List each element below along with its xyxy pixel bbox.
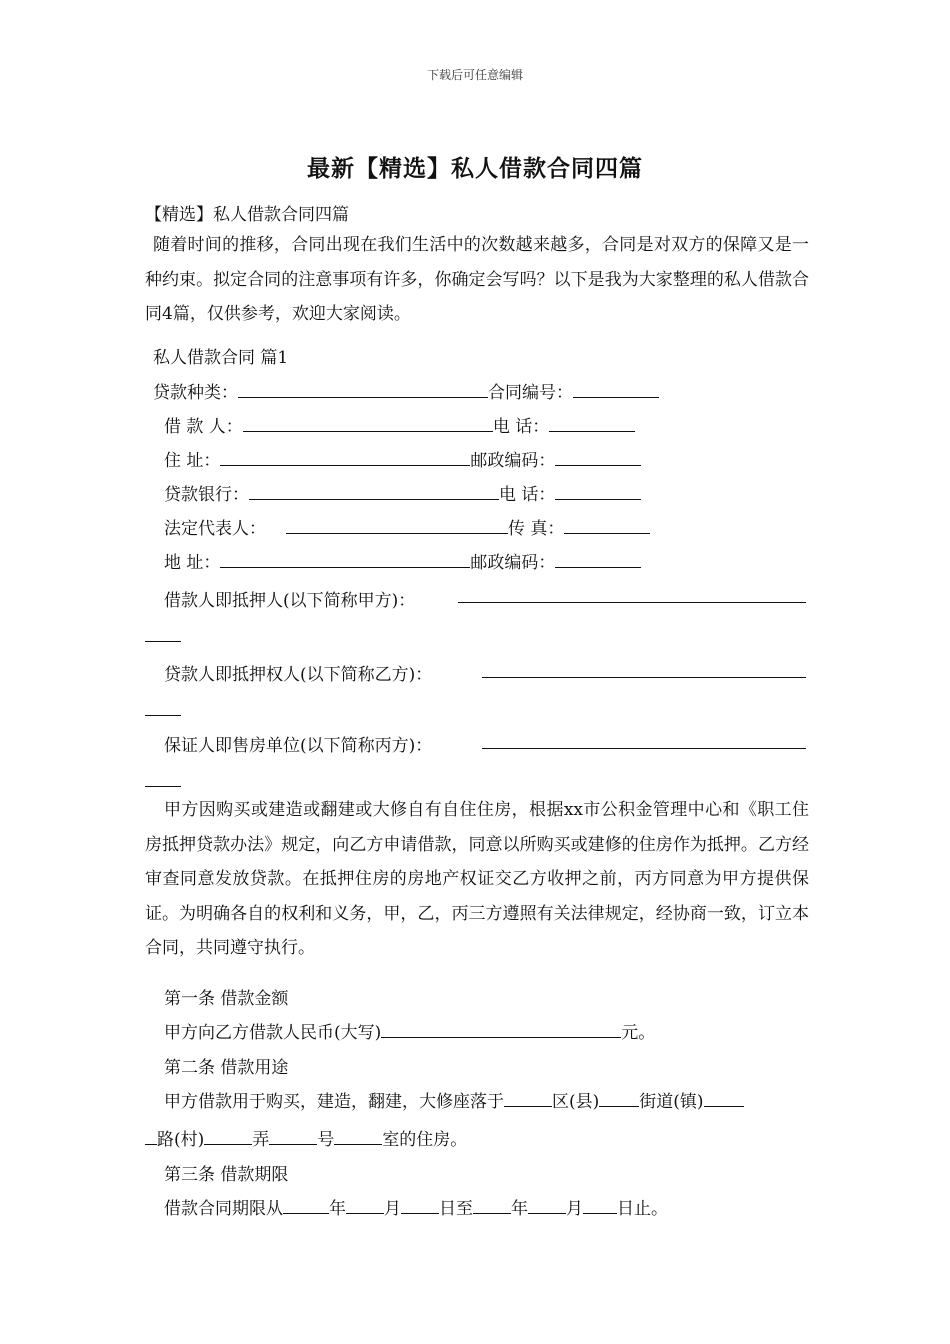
article2-title: 第二条 借款用途 — [164, 1058, 289, 1078]
party-c-label: 保证人即售房单位(以下简称丙方)： — [164, 736, 433, 756]
borrower-label: 借 款 人： — [164, 417, 243, 437]
article1-text — [164, 1018, 655, 1043]
address2-label: 地 址： — [164, 553, 221, 573]
legal-rep-blank[interactable] — [286, 516, 508, 534]
phone2-label: 电 话： — [499, 485, 556, 505]
intro-paragraph: 随着时间的推移，合同出现在我们生活中的次数越来越多，合同是对双方的保障又是一种约束。拟定合同的注意事项有许多，你确定会写吗？以下是我为大家整理的私人借款合同4篇，仅供参考，欢迎大家阅读。 — [145, 235, 809, 324]
day-to-label: 日至 — [439, 1199, 473, 1219]
party-c-blank[interactable] — [482, 731, 806, 749]
party-b-blank[interactable] — [482, 660, 806, 678]
month1-label: 月 — [384, 1199, 401, 1219]
body-paragraph: 甲方因购买或建造或翻建或大修自有自住住房，根据xx市公积金管理中心和《职工住房抵押贷款办法》规定，向乙方申请借款，同意以所购买或建修的住房作为抵押。乙方经审查同意发放贷款。在抵押住房的房地产权证交乙方收押之前，丙方同意为甲方提供保证。为明确各自的权利和义务，甲，乙，丙三方遵照有关法律规定，经协商一致，订立本合同，共同遵守执行。 — [145, 800, 809, 958]
fax-label: 传 真： — [508, 519, 565, 539]
party-a-label: 借款人即抵押人(以下简称甲方)： — [164, 591, 416, 611]
phone1-label: 电 话： — [492, 417, 550, 437]
form-row-borrower — [164, 412, 635, 437]
postcode2-blank[interactable] — [555, 550, 641, 568]
article3-text-start: 借款合同期限从 — [164, 1199, 283, 1219]
start-month-blank[interactable] — [346, 1196, 384, 1214]
start-year-blank[interactable] — [283, 1196, 329, 1214]
postcode2-label: 邮政编码： — [470, 553, 556, 573]
article1-title: 第一条 借款金额 — [164, 989, 289, 1009]
borrower-blank[interactable] — [243, 414, 493, 432]
district-label: 区(县) — [552, 1092, 600, 1112]
form-row-lender-bank — [164, 480, 641, 505]
end-day-blank[interactable] — [583, 1196, 617, 1214]
party-a-blank[interactable] — [458, 585, 806, 603]
legal-rep-label: 法定代表人： — [164, 519, 266, 539]
room-blank[interactable] — [334, 1127, 382, 1145]
room-label: 室的住房。 — [382, 1130, 468, 1150]
address1-blank[interactable] — [220, 448, 470, 466]
party-a-blank-cont[interactable] — [145, 624, 181, 642]
party-c-blank-cont[interactable] — [145, 769, 181, 787]
party-b-label: 贷款人即抵押权人(以下简称乙方)： — [164, 665, 433, 685]
article2-text-line1 — [164, 1087, 744, 1112]
phone1-blank[interactable] — [549, 414, 635, 432]
contract-no-label: 合同编号： — [488, 383, 573, 403]
street-label: 街道(镇) — [639, 1092, 704, 1112]
article2-text-start: 甲方借款用于购买，建造，翻建，大修座落于 — [164, 1092, 504, 1112]
address2-blank[interactable] — [220, 550, 470, 568]
road-blank[interactable] — [704, 1089, 744, 1107]
form-row-loan-type — [153, 378, 659, 403]
article3-text — [164, 1194, 668, 1219]
month2-label: 月 — [566, 1199, 583, 1219]
road-blank-cont[interactable] — [145, 1127, 157, 1145]
party-b-blank-cont[interactable] — [145, 698, 181, 716]
phone2-blank[interactable] — [555, 482, 641, 500]
district-blank[interactable] — [504, 1089, 552, 1107]
form-row-address2 — [164, 548, 641, 573]
lender-bank-blank[interactable] — [249, 482, 499, 500]
section-title: 私人借款合同 篇1 — [153, 348, 289, 368]
subtitle: 【精选】私人借款合同四篇 — [145, 205, 349, 225]
street-blank[interactable] — [599, 1089, 639, 1107]
loan-type-label: 贷款种类： — [153, 383, 238, 403]
article2-text-line2 — [145, 1125, 467, 1150]
address1-label: 住 址： — [164, 451, 221, 471]
amount-blank[interactable] — [381, 1020, 621, 1038]
end-month-blank[interactable] — [528, 1196, 566, 1214]
day-end-label: 日止。 — [617, 1199, 668, 1219]
article1-text-after: 元。 — [621, 1023, 656, 1043]
number-label: 号 — [317, 1130, 335, 1150]
article1-text-before: 甲方向乙方借款人民币(大写) — [164, 1023, 382, 1043]
document-title: 最新【精选】私人借款合同四篇 — [307, 155, 643, 182]
lane-label: 弄 — [252, 1130, 270, 1150]
contract-no-blank[interactable] — [573, 380, 659, 398]
lane-blank[interactable] — [204, 1127, 252, 1145]
road-label: 路(村) — [157, 1130, 205, 1150]
postcode1-blank[interactable] — [555, 448, 641, 466]
form-row-address1 — [164, 446, 641, 471]
postcode1-label: 邮政编码： — [470, 451, 556, 471]
year2-label: 年 — [511, 1199, 528, 1219]
number-blank[interactable] — [269, 1127, 317, 1145]
year1-label: 年 — [329, 1199, 346, 1219]
header-note: 下载后可任意编辑 — [426, 68, 523, 82]
lender-bank-label: 贷款银行： — [164, 485, 249, 505]
form-row-legal-rep — [164, 514, 650, 539]
end-year-blank[interactable] — [473, 1196, 511, 1214]
loan-type-blank[interactable] — [238, 380, 488, 398]
fax-blank[interactable] — [564, 516, 650, 534]
start-day-blank[interactable] — [401, 1196, 439, 1214]
article3-title: 第三条 借款期限 — [164, 1165, 289, 1185]
